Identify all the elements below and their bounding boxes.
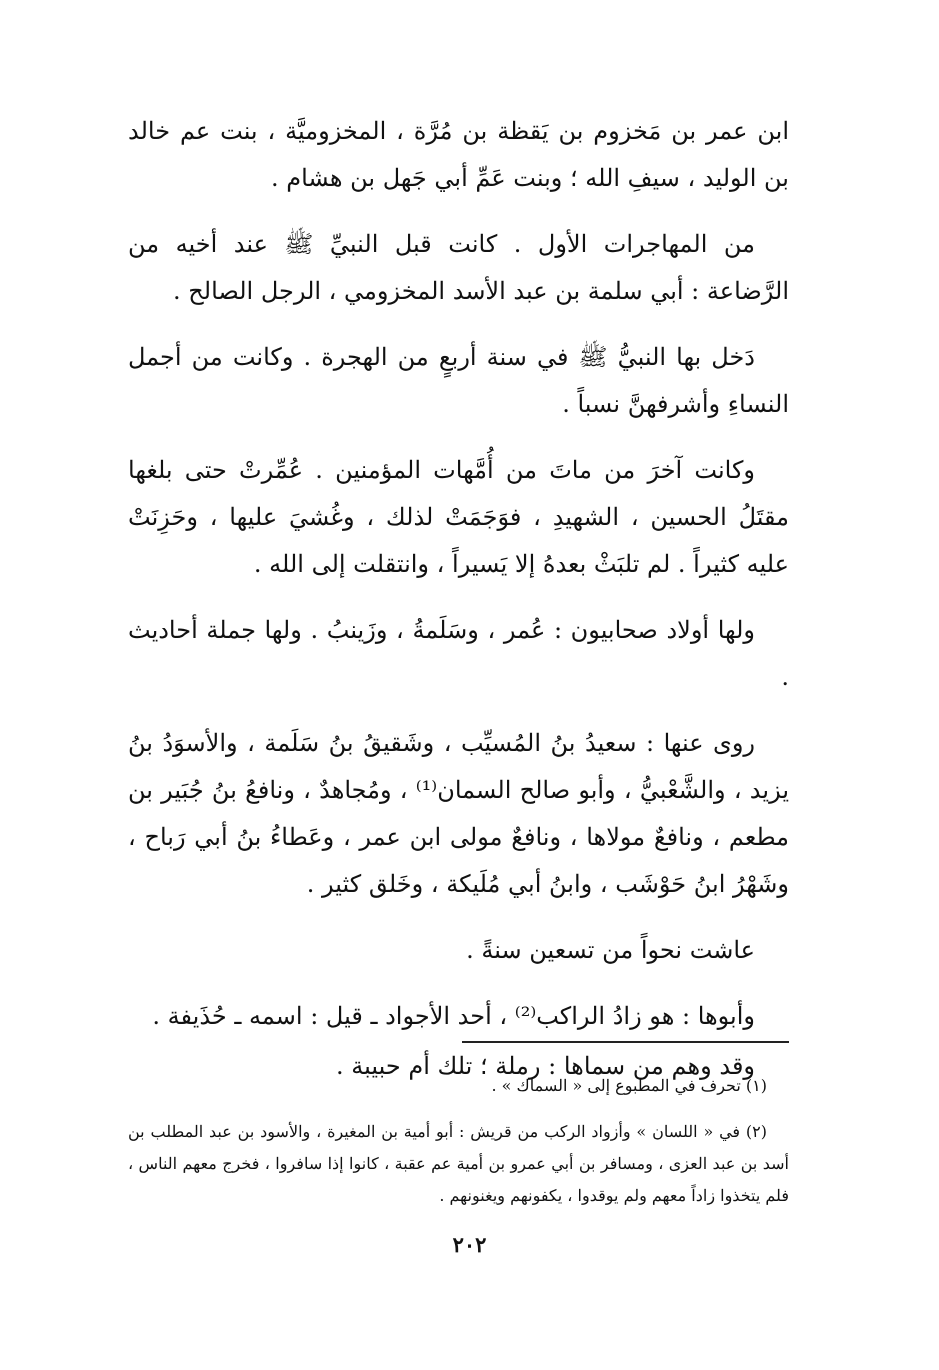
paragraph-narrators: روى عنها : سعيدُ بنُ المُسيِّب ، وشَقيقُ بنُ سَلَمة ، والأسوَدُ بنُ يزيد ، والشَّعْبيُّ ، وأبو صالح السمان⁽¹⁾ ، ومُجاهدٌ ، ونافعُ بنُ جُبَير بن مطعم ، ونافعٌ مولاها ، ونافعٌ مولى ابن عمر ، وعَطاءُ بنُ أبي رَباح ، وشَهْرُ ابنُ حَوْشَب ، وابنُ أبي مُلَيكة ، وخَلق كثير . bbox=[128, 729, 789, 898]
main-text-block bbox=[128, 108, 789, 1090]
paragraph-death: وكانت آخرَ من ماتَ من أُمَّهات المؤمنين . عُمِّرتْ حتى بلغها مقتَلُ الحسين ، الشهيدِ ، فوَجَمَتْ لذلك ، وغُشيَ عليها ، وحَزِنَتْ عليه كثيراً . لم تلبَثْ بعدهُ إلا يَسيراً ، وانتقلت إلى الله . bbox=[128, 456, 789, 578]
paragraph-lineage: ابن عمر بن مَخزوم بن يَقظة بن مُرَّة ، المخزوميَّة ، بنت عم خالد بن الوليد ، سيفِ الله ؛ وبنت عَمِّ أبي جَهل بن هشام . bbox=[128, 117, 790, 192]
paragraph-father: وأبوها : هو زادُ الراكب⁽²⁾ ، أحد الأجواد ـ قيل : اسمه ـ حُذَيفة . bbox=[152, 1002, 755, 1030]
paragraph-age: عاشت نحواً من تسعين سنةً . bbox=[466, 936, 755, 964]
footnote-2: (٢) في « اللسان » وأزواد الركب من قريش : أبو أمية بن المغيرة ، والأسود بن عبد المطلب بن أسد بن عبد العزى ، ومسافر بن أبي عمرو بن أمية عم عقبة ، كانوا إذا سافروا ، فخرج معهم الناس ، فلم يتخذوا زاداً معهم ولم يوقدوا ، يكفونهم ويغنونهم . bbox=[128, 1122, 789, 1205]
page-number: ٢٠٢ bbox=[452, 1232, 487, 1257]
paragraph-name-confusion: وقد وهم من سماها : رملة ؛ تلك أم حبيبة . bbox=[336, 1052, 755, 1080]
paragraph-marriage: دَخل بها النبيُّ ﷺ في سنة أربعٍ من الهجرة . وكانت من أجمل النساءِ وأشرفهنَّ نسباً . bbox=[128, 343, 789, 418]
footnote-separator bbox=[462, 1041, 789, 1043]
paragraph-children: ولها أولاد صحابيون : عُمر ، وسَلَمةُ ، وزَينبُ . ولها جملة أحاديث . bbox=[128, 616, 789, 691]
footnotes bbox=[128, 1070, 789, 1226]
footnote-1: (١) تحرف في المطبوع إلى « السماك » . bbox=[491, 1076, 767, 1095]
paragraph-early-migrants: من المهاجرات الأول . كانت قبل النبيِّ ﷺ عند أخيه من الرَّضاعة : أبي سلمة بن عبد الأسد المخزومي ، الرجل الصالح . bbox=[128, 230, 789, 305]
